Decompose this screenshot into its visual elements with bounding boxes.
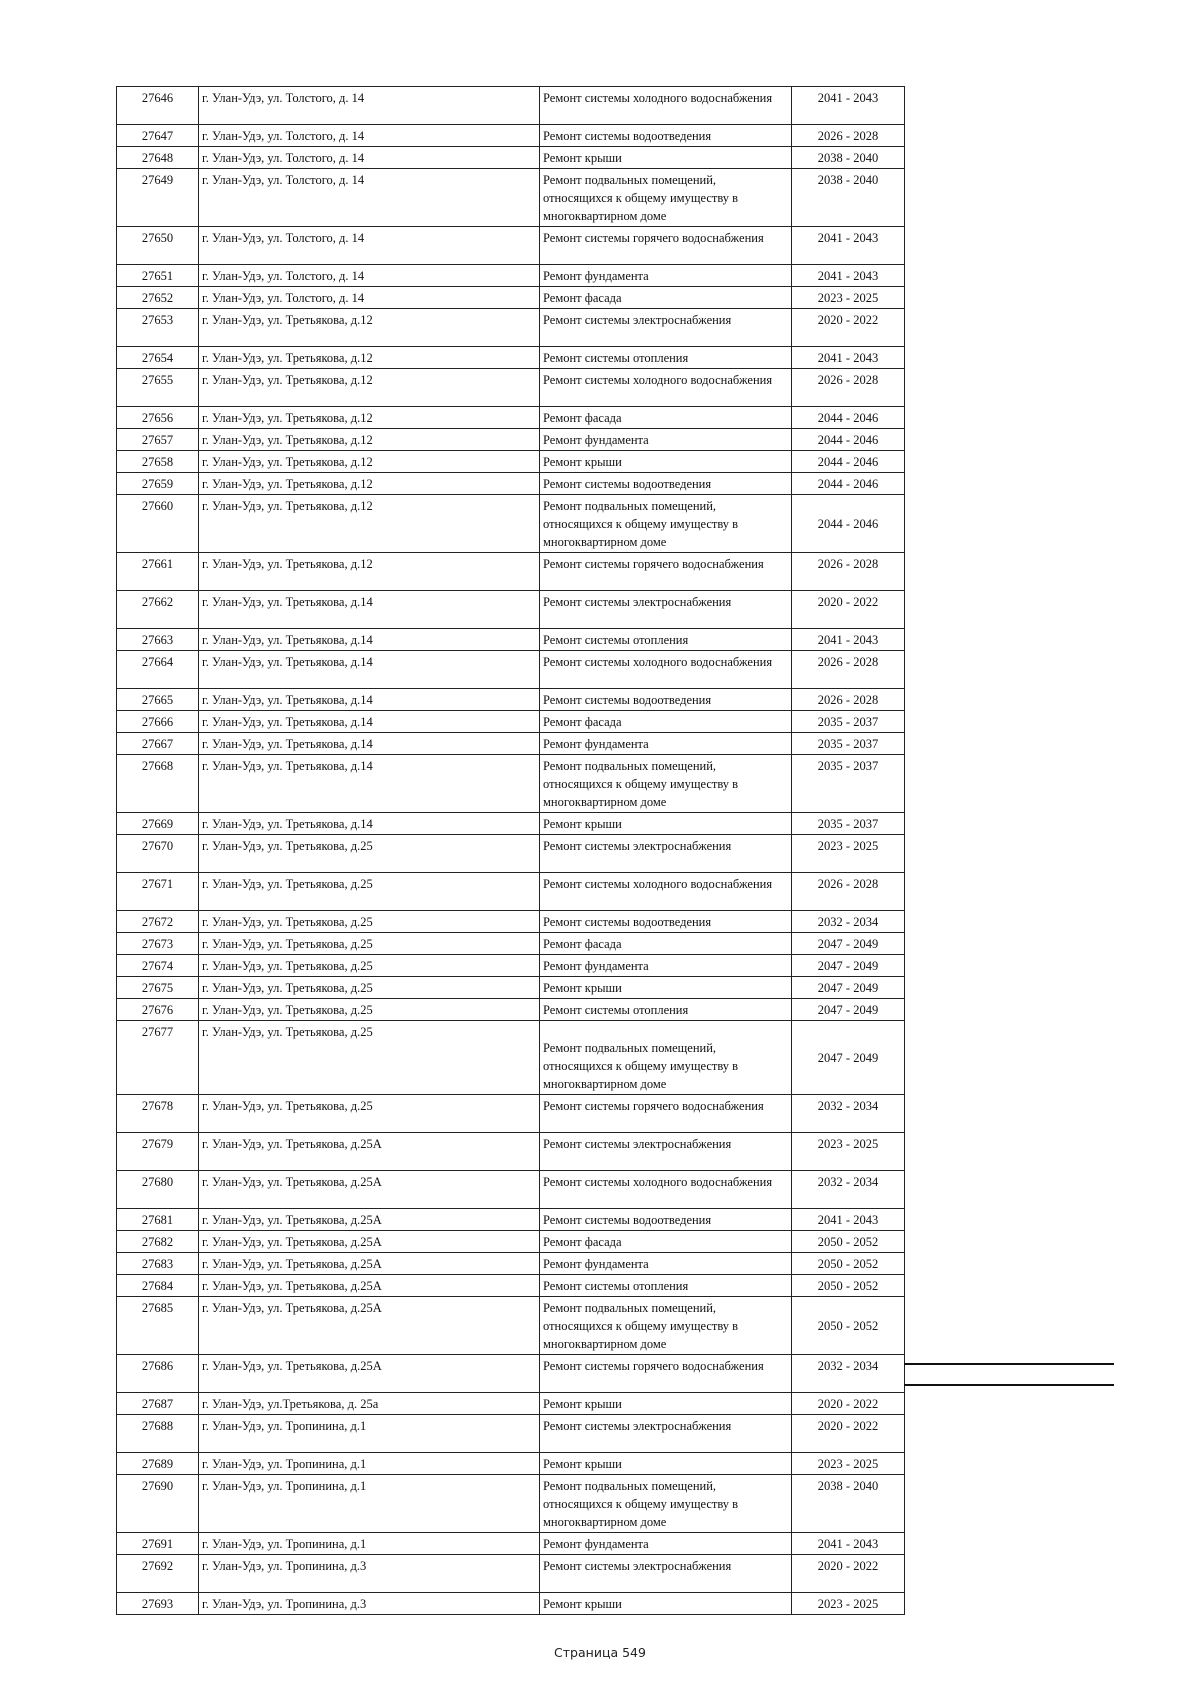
work-type-cell: Ремонт фасада [540, 933, 792, 955]
table-row [117, 1133, 905, 1171]
table-row [117, 1171, 905, 1209]
address-cell: г. Улан-Удэ, ул. Третьякова, д.12 [199, 429, 540, 451]
table-row [117, 429, 905, 451]
table-row [117, 1453, 905, 1475]
row-number-cell: 27685 [117, 1297, 199, 1355]
period-cell: 2044 - 2046 [792, 429, 905, 451]
table-row [117, 591, 905, 629]
row-number-cell: 27651 [117, 265, 199, 287]
address-cell: г. Улан-Удэ, ул. Третьякова, д.14 [199, 813, 540, 835]
period-cell: 2044 - 2046 [792, 495, 905, 553]
table-row [117, 1231, 905, 1253]
work-type-cell: Ремонт крыши [540, 1393, 792, 1415]
period-cell: 2023 - 2025 [792, 1133, 905, 1171]
table-row [117, 347, 905, 369]
work-type-cell: Ремонт системы электроснабжения [540, 309, 792, 347]
work-type-cell: Ремонт системы горячего водоснабжения [540, 227, 792, 265]
row-number-cell: 27676 [117, 999, 199, 1021]
row-number-cell: 27687 [117, 1393, 199, 1415]
table-row [117, 755, 905, 813]
period-cell: 2035 - 2037 [792, 711, 905, 733]
period-cell: 2023 - 2025 [792, 1453, 905, 1475]
table-row [117, 87, 905, 125]
period-cell: 2047 - 2049 [792, 933, 905, 955]
address-cell: г. Улан-Удэ, ул. Толстого, д. 14 [199, 87, 540, 125]
table-row [117, 977, 905, 999]
work-type-cell: Ремонт системы холодного водоснабжения [540, 651, 792, 689]
table-row [117, 911, 905, 933]
work-type-cell: Ремонт системы горячего водоснабжения [540, 553, 792, 591]
work-type-cell: Ремонт системы горячего водоснабжения [540, 1095, 792, 1133]
row-number-cell: 27673 [117, 933, 199, 955]
work-type-cell: Ремонт подвальных помещений, относящихся к общему имуществу в многоквартирном доме [540, 755, 792, 813]
address-cell: г. Улан-Удэ, ул. Третьякова, д.14 [199, 733, 540, 755]
work-type-cell: Ремонт подвальных помещений, относящихся к общему имуществу в многоквартирном доме [540, 1297, 792, 1355]
table-row [117, 309, 905, 347]
address-cell: г. Улан-Удэ, ул. Третьякова, д.12 [199, 553, 540, 591]
row-number-cell: 27693 [117, 1593, 199, 1615]
work-type-cell: Ремонт подвальных помещений, относящихся к общему имуществу в многоквартирном доме [540, 169, 792, 227]
work-type-cell: Ремонт фундамента [540, 1533, 792, 1555]
work-type-cell: Ремонт системы отопления [540, 347, 792, 369]
row-number-cell: 27650 [117, 227, 199, 265]
table-row [117, 873, 905, 911]
work-type-cell: Ремонт системы отопления [540, 1275, 792, 1297]
address-cell: г. Улан-Удэ, ул. Третьякова, д.25А [199, 1171, 540, 1209]
extension-line [904, 1363, 1114, 1365]
table-row [117, 1253, 905, 1275]
period-cell: 2041 - 2043 [792, 629, 905, 651]
table-row [117, 1209, 905, 1231]
table-row [117, 369, 905, 407]
table-row [117, 1415, 905, 1453]
row-number-cell: 27657 [117, 429, 199, 451]
address-cell: г. Улан-Удэ, ул. Третьякова, д.12 [199, 473, 540, 495]
row-number-cell: 27659 [117, 473, 199, 495]
address-cell: г. Улан-Удэ, ул. Третьякова, д.25 [199, 977, 540, 999]
period-cell: 2026 - 2028 [792, 689, 905, 711]
table-row [117, 287, 905, 309]
address-cell: г. Улан-Удэ, ул. Третьякова, д.25А [199, 1275, 540, 1297]
address-cell: г. Улан-Удэ, ул. Толстого, д. 14 [199, 265, 540, 287]
table-row [117, 407, 905, 429]
period-cell: 2041 - 2043 [792, 87, 905, 125]
period-cell: 2044 - 2046 [792, 473, 905, 495]
row-number-cell: 27683 [117, 1253, 199, 1275]
table-row [117, 1533, 905, 1555]
work-type-cell: Ремонт крыши [540, 1593, 792, 1615]
row-number-cell: 27669 [117, 813, 199, 835]
work-type-cell: Ремонт системы горячего водоснабжения [540, 1355, 792, 1393]
work-type-cell: Ремонт системы электроснабжения [540, 591, 792, 629]
period-cell: 2020 - 2022 [792, 1393, 905, 1415]
work-type-cell: Ремонт фасада [540, 711, 792, 733]
table-row [117, 1475, 905, 1533]
row-number-cell: 27664 [117, 651, 199, 689]
address-cell: г. Улан-Удэ, ул. Толстого, д. 14 [199, 287, 540, 309]
address-cell: г. Улан-Удэ, ул. Третьякова, д.25 [199, 999, 540, 1021]
table-body [117, 87, 905, 1615]
work-type-cell: Ремонт крыши [540, 813, 792, 835]
period-cell: 2041 - 2043 [792, 227, 905, 265]
address-cell: г. Улан-Удэ, ул. Третьякова, д.12 [199, 347, 540, 369]
period-cell: 2023 - 2025 [792, 1593, 905, 1615]
table-row [117, 553, 905, 591]
row-number-cell: 27661 [117, 553, 199, 591]
period-cell: 2020 - 2022 [792, 1415, 905, 1453]
period-cell: 2026 - 2028 [792, 369, 905, 407]
address-cell: г. Улан-Удэ, ул. Третьякова, д.25А [199, 1133, 540, 1171]
work-type-cell: Ремонт крыши [540, 147, 792, 169]
work-type-cell: Ремонт фундамента [540, 265, 792, 287]
row-number-cell: 27679 [117, 1133, 199, 1171]
address-cell: г. Улан-Удэ, ул. Третьякова, д.25 [199, 955, 540, 977]
table-row [117, 813, 905, 835]
row-number-cell: 27649 [117, 169, 199, 227]
address-cell: г. Улан-Удэ, ул. Третьякова, д.12 [199, 495, 540, 553]
address-cell: г. Улан-Удэ, ул. Толстого, д. 14 [199, 125, 540, 147]
row-number-cell: 27680 [117, 1171, 199, 1209]
work-schedule-table [116, 86, 905, 1615]
work-type-cell: Ремонт системы холодного водоснабжения [540, 1171, 792, 1209]
address-cell: г. Улан-Удэ, ул. Третьякова, д.25 [199, 933, 540, 955]
work-type-cell: Ремонт фасада [540, 407, 792, 429]
address-cell: г. Улан-Удэ, ул.Третьякова, д. 25а [199, 1393, 540, 1415]
period-cell: 2023 - 2025 [792, 287, 905, 309]
table-row [117, 1355, 905, 1393]
address-cell: г. Улан-Удэ, ул. Третьякова, д.25 [199, 873, 540, 911]
work-type-cell: Ремонт системы отопления [540, 629, 792, 651]
work-type-cell: Ремонт системы электроснабжения [540, 1415, 792, 1453]
work-type-cell: Ремонт системы водоотведения [540, 1209, 792, 1231]
row-number-cell: 27674 [117, 955, 199, 977]
period-cell: 2050 - 2052 [792, 1253, 905, 1275]
table-row [117, 733, 905, 755]
row-number-cell: 27666 [117, 711, 199, 733]
address-cell: г. Улан-Удэ, ул. Тропинина, д.1 [199, 1533, 540, 1555]
row-number-cell: 27647 [117, 125, 199, 147]
row-number-cell: 27653 [117, 309, 199, 347]
period-cell: 2023 - 2025 [792, 835, 905, 873]
work-type-cell: Ремонт крыши [540, 451, 792, 473]
table-row [117, 227, 905, 265]
work-type-cell: Ремонт крыши [540, 1453, 792, 1475]
work-type-cell: Ремонт системы электроснабжения [540, 835, 792, 873]
work-type-cell: Ремонт фасада [540, 287, 792, 309]
address-cell: г. Улан-Удэ, ул. Третьякова, д.14 [199, 651, 540, 689]
period-cell: 2038 - 2040 [792, 147, 905, 169]
row-number-cell: 27654 [117, 347, 199, 369]
work-type-cell: Ремонт системы водоотведения [540, 689, 792, 711]
address-cell: г. Улан-Удэ, ул. Тропинина, д.1 [199, 1453, 540, 1475]
work-type-cell: Ремонт системы отопления [540, 999, 792, 1021]
work-type-cell: Ремонт фундамента [540, 733, 792, 755]
table-row [117, 169, 905, 227]
row-number-cell: 27671 [117, 873, 199, 911]
address-cell: г. Улан-Удэ, ул. Толстого, д. 14 [199, 147, 540, 169]
address-cell: г. Улан-Удэ, ул. Третьякова, д.14 [199, 629, 540, 651]
table-row [117, 835, 905, 873]
period-cell: 2050 - 2052 [792, 1275, 905, 1297]
period-cell: 2044 - 2046 [792, 451, 905, 473]
work-type-cell: Ремонт системы водоотведения [540, 911, 792, 933]
row-number-cell: 27688 [117, 1415, 199, 1453]
period-cell: 2026 - 2028 [792, 873, 905, 911]
table-row [117, 933, 905, 955]
period-cell: 2032 - 2034 [792, 1171, 905, 1209]
address-cell: г. Улан-Удэ, ул. Третьякова, д.12 [199, 407, 540, 429]
extension-line [904, 1384, 1114, 1386]
work-type-cell: Ремонт системы электроснабжения [540, 1555, 792, 1593]
row-number-cell: 27682 [117, 1231, 199, 1253]
address-cell: г. Улан-Удэ, ул. Третьякова, д.25А [199, 1231, 540, 1253]
row-number-cell: 27689 [117, 1453, 199, 1475]
period-cell: 2035 - 2037 [792, 755, 905, 813]
period-cell: 2038 - 2040 [792, 1475, 905, 1533]
address-cell: г. Улан-Удэ, ул. Третьякова, д.12 [199, 369, 540, 407]
row-number-cell: 27662 [117, 591, 199, 629]
address-cell: г. Улан-Удэ, ул. Третьякова, д.12 [199, 451, 540, 473]
row-number-cell: 27690 [117, 1475, 199, 1533]
period-cell: 2020 - 2022 [792, 309, 905, 347]
table-row [117, 1021, 905, 1095]
work-type-cell: Ремонт системы водоотведения [540, 125, 792, 147]
work-type-cell: Ремонт системы холодного водоснабжения [540, 369, 792, 407]
table-row [117, 1393, 905, 1415]
work-type-cell: Ремонт фундамента [540, 429, 792, 451]
period-cell: 2047 - 2049 [792, 999, 905, 1021]
row-number-cell: 27646 [117, 87, 199, 125]
row-number-cell: 27678 [117, 1095, 199, 1133]
table-row [117, 451, 905, 473]
row-number-cell: 27655 [117, 369, 199, 407]
period-cell: 2032 - 2034 [792, 1095, 905, 1133]
address-cell: г. Улан-Удэ, ул. Тропинина, д.3 [199, 1555, 540, 1593]
period-cell: 2047 - 2049 [792, 977, 905, 999]
table-row [117, 265, 905, 287]
row-number-cell: 27672 [117, 911, 199, 933]
work-type-cell: Ремонт подвальных помещений, относящихся к общему имуществу в многоквартирном доме [540, 1021, 792, 1095]
table-row [117, 629, 905, 651]
row-number-cell: 27686 [117, 1355, 199, 1393]
period-cell: 2047 - 2049 [792, 955, 905, 977]
period-cell: 2020 - 2022 [792, 591, 905, 629]
address-cell: г. Улан-Удэ, ул. Третьякова, д.25 [199, 911, 540, 933]
period-cell: 2041 - 2043 [792, 265, 905, 287]
period-cell: 2044 - 2046 [792, 407, 905, 429]
table-row [117, 1555, 905, 1593]
table-row [117, 1593, 905, 1615]
address-cell: г. Улан-Удэ, ул. Третьякова, д.25 [199, 1095, 540, 1133]
period-cell: 2035 - 2037 [792, 813, 905, 835]
period-cell: 2050 - 2052 [792, 1231, 905, 1253]
work-type-cell: Ремонт системы водоотведения [540, 473, 792, 495]
table-row [117, 711, 905, 733]
address-cell: г. Улан-Удэ, ул. Третьякова, д.25А [199, 1209, 540, 1231]
address-cell: г. Улан-Удэ, ул. Третьякова, д.14 [199, 755, 540, 813]
address-cell: г. Улан-Удэ, ул. Третьякова, д.25 [199, 835, 540, 873]
address-cell: г. Улан-Удэ, ул. Третьякова, д.14 [199, 689, 540, 711]
table-row [117, 495, 905, 553]
address-cell: г. Улан-Удэ, ул. Тропинина, д.1 [199, 1475, 540, 1533]
table-row [117, 955, 905, 977]
work-type-cell: Ремонт системы электроснабжения [540, 1133, 792, 1171]
period-cell: 2041 - 2043 [792, 347, 905, 369]
row-number-cell: 27675 [117, 977, 199, 999]
address-cell: г. Улан-Удэ, ул. Тропинина, д.1 [199, 1415, 540, 1453]
row-number-cell: 27691 [117, 1533, 199, 1555]
table-row [117, 1297, 905, 1355]
table-row [117, 125, 905, 147]
table-row [117, 147, 905, 169]
address-cell: г. Улан-Удэ, ул. Третьякова, д.25 [199, 1021, 540, 1095]
work-type-cell: Ремонт фундамента [540, 1253, 792, 1275]
period-cell: 2026 - 2028 [792, 125, 905, 147]
period-cell: 2050 - 2052 [792, 1297, 905, 1355]
row-number-cell: 27663 [117, 629, 199, 651]
table-row [117, 999, 905, 1021]
work-type-cell: Ремонт крыши [540, 977, 792, 999]
period-cell: 2032 - 2034 [792, 911, 905, 933]
table-row [117, 473, 905, 495]
table-row [117, 651, 905, 689]
row-number-cell: 27692 [117, 1555, 199, 1593]
address-cell: г. Улан-Удэ, ул. Третьякова, д.14 [199, 591, 540, 629]
period-cell: 2041 - 2043 [792, 1533, 905, 1555]
row-number-cell: 27656 [117, 407, 199, 429]
address-cell: г. Улан-Удэ, ул. Третьякова, д.25А [199, 1355, 540, 1393]
row-number-cell: 27681 [117, 1209, 199, 1231]
address-cell: г. Улан-Удэ, ул. Третьякова, д.12 [199, 309, 540, 347]
work-type-cell: Ремонт системы холодного водоснабжения [540, 87, 792, 125]
period-cell: 2026 - 2028 [792, 553, 905, 591]
address-cell: г. Улан-Удэ, ул. Толстого, д. 14 [199, 169, 540, 227]
period-cell: 2026 - 2028 [792, 651, 905, 689]
work-type-cell: Ремонт фасада [540, 1231, 792, 1253]
row-number-cell: 27648 [117, 147, 199, 169]
address-cell: г. Улан-Удэ, ул. Третьякова, д.25А [199, 1253, 540, 1275]
period-cell: 2038 - 2040 [792, 169, 905, 227]
table-row [117, 689, 905, 711]
period-cell: 2047 - 2049 [792, 1021, 905, 1095]
period-cell: 2035 - 2037 [792, 733, 905, 755]
period-cell: 2041 - 2043 [792, 1209, 905, 1231]
table-row [117, 1275, 905, 1297]
row-number-cell: 27652 [117, 287, 199, 309]
work-type-cell: Ремонт подвальных помещений, относящихся к общему имуществу в многоквартирном доме [540, 1475, 792, 1533]
work-type-cell: Ремонт системы холодного водоснабжения [540, 873, 792, 911]
address-cell: г. Улан-Удэ, ул. Тропинина, д.3 [199, 1593, 540, 1615]
table-row [117, 1095, 905, 1133]
work-type-cell: Ремонт фундамента [540, 955, 792, 977]
address-cell: г. Улан-Удэ, ул. Третьякова, д.25А [199, 1297, 540, 1355]
row-number-cell: 27660 [117, 495, 199, 553]
row-number-cell: 27658 [117, 451, 199, 473]
address-cell: г. Улан-Удэ, ул. Третьякова, д.14 [199, 711, 540, 733]
row-number-cell: 27665 [117, 689, 199, 711]
page-number: Страница 549 [554, 1645, 646, 1660]
row-number-cell: 27667 [117, 733, 199, 755]
row-number-cell: 27668 [117, 755, 199, 813]
period-cell: 2032 - 2034 [792, 1355, 905, 1393]
period-cell: 2020 - 2022 [792, 1555, 905, 1593]
row-number-cell: 27670 [117, 835, 199, 873]
row-number-cell: 27684 [117, 1275, 199, 1297]
address-cell: г. Улан-Удэ, ул. Толстого, д. 14 [199, 227, 540, 265]
row-number-cell: 27677 [117, 1021, 199, 1095]
work-type-cell: Ремонт подвальных помещений, относящихся к общему имуществу в многоквартирном доме [540, 495, 792, 553]
